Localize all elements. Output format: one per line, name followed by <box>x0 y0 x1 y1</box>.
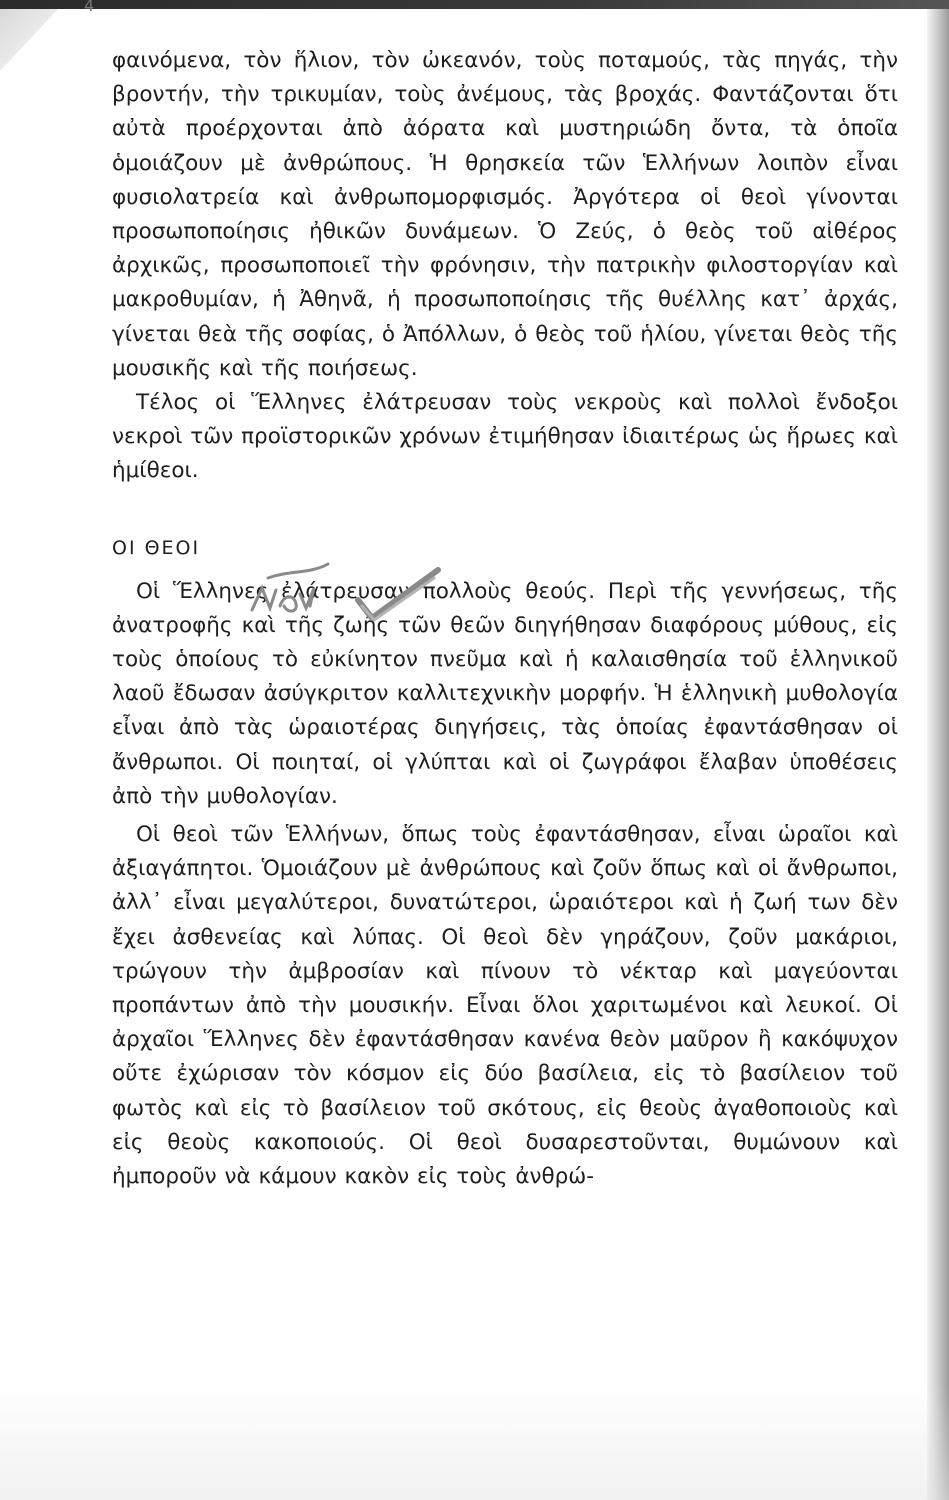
gods-paragraph-1: Οἱ Ἕλληνες ἐλάτρευσαν πολλοὺς θεούς. Περὶ τῆς γεννήσεως, τῆς ἀνατροφῆς καὶ τῆς ζωῆς τῶν θεῶν διηγήθησαν διαφόρους μύθους, εἰς τοὺς ὁποίους τὸ εὐκίνητον πνεῦμα καὶ ἡ καλαισθησία τοῦ ἑλληνικοῦ λαοῦ ἔδωσαν ἀσύγκριτον καλλιτεχνικὴν μορφήν. Ἡ ἑλληνικὴ μυθολογία εἶναι ἀπὸ τὰς ὡραιοτέρας διηγήσεις, τὰς ὁποίας ἐφαντάσθησαν οἱ ἄνθρωποι. Οἱ ποιηταί, οἱ γλύπται καὶ οἱ ζωγράφοι ἔλαβαν ὑποθέσεις ἀπὸ τὴν μυθολογίαν. <box>112 578 898 809</box>
intro-paragraph-2: Τέλος οἱ Ἕλληνες ἐλάτρευσαν τοὺς νεκροὺς καὶ πολλοὶ ἔνδοξοι νεκροὶ τῶν προϊστορικῶν χρόνων ἐτιμήθησαν ἰδιαιτέρως ὡς ἥρωες καὶ ἡμίθεοι. <box>112 390 898 484</box>
scan-folded-corner <box>0 9 58 71</box>
scan-bottom-shade <box>0 1380 949 1500</box>
section-heading-gods: ΟΙ ΘΕΟΙ <box>112 536 201 559</box>
page-number: 4 <box>84 0 95 15</box>
scan-right-edge-shadow <box>927 9 949 1500</box>
gods-paragraph-2: Οἱ θεοὶ τῶν Ἑλλήνων, ὅπως τοὺς ἐφαντάσθησαν, εἶναι ὡραῖοι καὶ ἀξιαγάπητοι. Ὁμοιάζουν μὲ ἀνθρώπους καὶ ζοῦν ὅπως καὶ οἱ ἄνθρωποι, ἀλλ᾽ εἶναι μεγαλύτεροι, δυνατώτεροι, ὡραιότεροι καὶ ἡ ζωή των δὲν ἔχει ἀσθενείας καὶ λύπας. Οἱ θεοὶ δὲν γηράζουν, ζοῦν μακάριοι, τρώγουν τὴν ἀμβροσίαν καὶ πίνουν τὸ νέκταρ καὶ μαγεύονται προπάντων ἀπὸ τὴν μουσικήν. Εἶναι ὅλοι χαριτωμένοι καὶ λευκοί. Οἱ ἀρχαῖοι Ἕλληνες δὲν ἐφαντάσθησαν κανένα θεὸν μαῦρον ἢ κακόψυχον οὔτε ἐχώρισαν τὸν κόσμον εἰς δύο βασίλεια, εἰς τὸ βασίλειον τοῦ φωτὸς καὶ εἰς τὸ βασίλειον τοῦ σκότους, εἰς θεοὺς ἀγαθοποιοὺς καὶ εἰς θεοὺς κακοποιούς. Οἱ θεοὶ δυσαρεστοῦνται, θυμώνουν καὶ ἠμποροῦν νὰ κάμουν κακὸν εἰς τοὺς ἀνθρώ- <box>112 822 898 1190</box>
pencil-scribble-word <box>252 564 328 611</box>
pencil-scribble-mark <box>240 548 460 628</box>
scan-top-edge <box>0 0 949 9</box>
pencil-check-mark <box>358 570 438 618</box>
intro-paragraph-1: φαινόμενα, τὸν ἥλιον, τὸν ὠκεανόν, τοὺς ποταμούς, τὰς πηγάς, τὴν βροντήν, τὴν τρικυμίαν, τοὺς ἀνέμους, τὰς βροχάς. Φαντάζονται ὅτι αὐτὰ προέρχονται ἀπὸ ἀόρατα καὶ μυστηριώδη ὄντα, τὰ ὁποῖα ὁμοιάζουν μὲ ἀνθρώπους. Ἡ θρησκεία τῶν Ἑλλήνων λοιπὸν εἶναι φυσιολατρεία καὶ ἀνθρωπομορφισμός. Ἀργότερα οἱ θεοὶ γίνονται προσωποποίησις ἠθικῶν δυνάμεων. Ὁ Ζεύς, ὁ θεὸς τοῦ αἰθέρος ἀρχικῶς, προσωποποιεῖ τὴν φρόνησιν, τὴν πατρικὴν φιλοστοργίαν καὶ μακροθυμίαν, ἡ Ἀθηνᾶ, ἡ προσωποποίησις τῆς θυέλλης κατ᾽ ἀρχάς, γίνεται θεὰ τῆς σοφίας, ὁ Ἀπόλλων, ὁ θεὸς τοῦ ἡλίου, γίνεται θεὸς τῆς μουσικῆς καὶ τῆς ποιήσεως. <box>112 48 898 381</box>
page-body <box>112 44 898 1194</box>
